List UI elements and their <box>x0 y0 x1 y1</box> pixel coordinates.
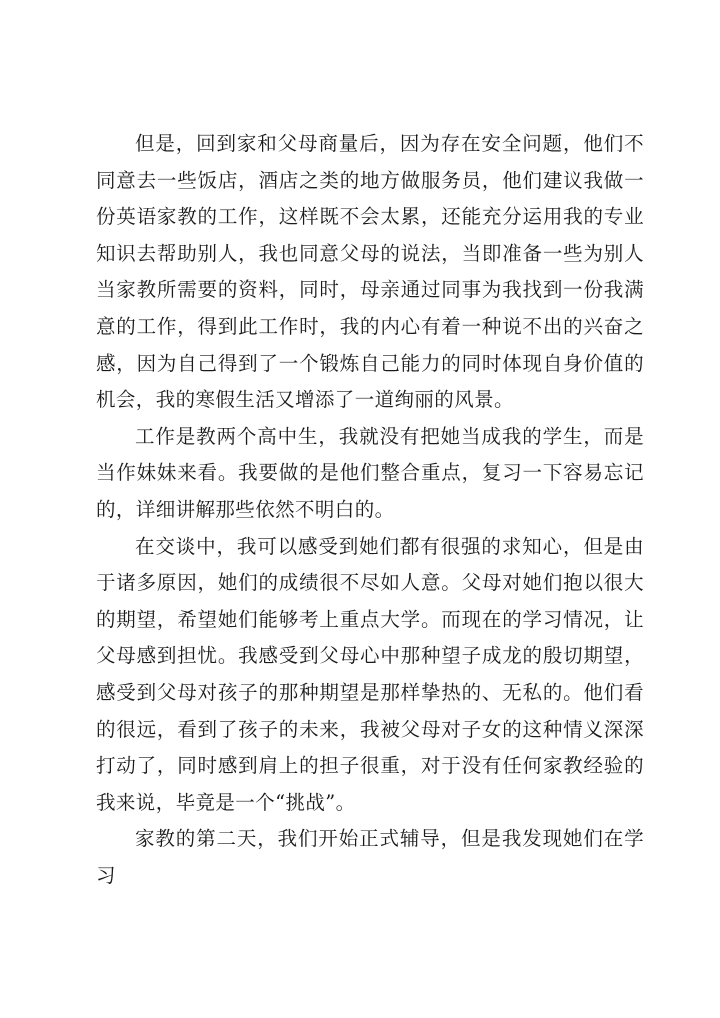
paragraph-1: 但是，回到家和父母商量后，因为存在安全问题，他们不同意去一些饭店，酒店之类的地方做服务员，他们建议我做一份英语家教的工作，这样既不会太累，还能充分运用我的专业知识去帮助别人，我也同意父母的说法，当即准备一些为别人当家教所需要的资料，同时，母亲通过同事为我找到一份我满意的工作，得到此工作时，我的内心有着一种说不出的兴奋之感，因为自己得到了一个锻炼自己能力的同时体现自身价值的机会，我的寒假生活又增添了一道绚丽的风景。 <box>96 132 644 412</box>
document-body <box>96 126 644 894</box>
paragraph-2: 工作是教两个高中生，我就没有把她当成我的学生，而是当作妹妹来看。我要做的是他们整合重点，复习一下容易忘记的，详细讲解那些依然不明白的。 <box>96 424 644 521</box>
paragraph-4: 家教的第二天，我们开始正式辅导，但是我发现她们在学习 <box>96 827 644 887</box>
paragraph-3: 在交谈中，我可以感受到她们都有很强的求知心，但是由于诸多原因，她们的成绩很不尽如人意。父母对她们抱以很大的期望，希望她们能够考上重点大学。而现在的学习情况，让父母感到担忧。我感受到父母心中那种望子成龙的殷切期望，感受到父母对孩子的那种期望是那样挚热的、无私的。他们看的很远，看到了孩子的未来，我被父母对子女的这种情义深深打动了，同时感到肩上的担子很重，对于没有任何家教经验的我来说，毕竟是一个“挑战”。 <box>96 534 644 814</box>
